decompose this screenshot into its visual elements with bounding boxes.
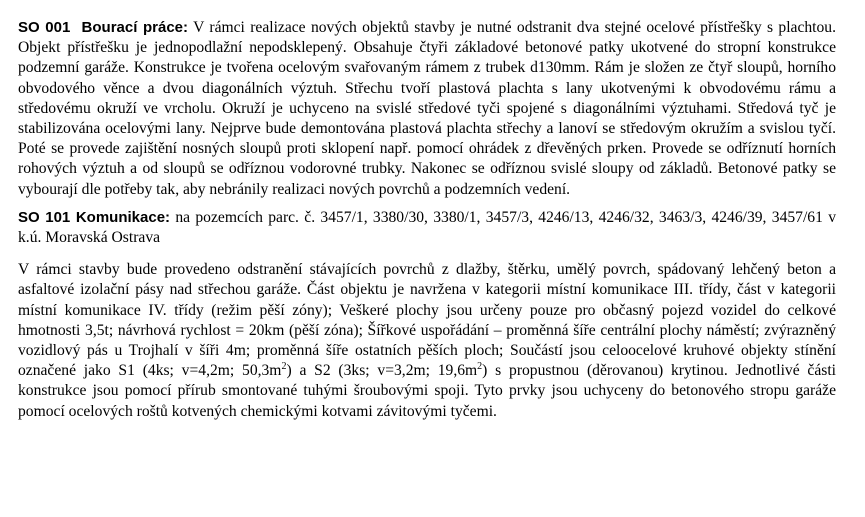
- heading-so001-code: SO 001: [18, 19, 71, 36]
- document-page: [18, 18, 836, 422]
- so001-text: V rámci realizace nových objektů stavby je nutné odstranit dva stejné ocelové přístřešky s plachtou. Objekt přístřešku je jednopodlažní nepodsklepený. Obsahuje čtyři základové betonové patky ukotvené do stropní konstrukce podzemní garáže. Konstrukce je tvořena ocelovým svařovaným rámem z trubek d130mm. Rám je složen ze čtyř sloupů, horního obvodového věnce a dvou diagonálních výztuh. Střechu tvoří plastová plachta s lany ukotvenými k obvodovému rámu a středovému okruží ve vrcholu. Okruží je uchyceno na svislé středové tyči spojené s diagonálními výztuhami. Středová tyč je stabilizována ocelovými lany. Nejprve bude demontována plastová plachta střechy a lanoví se středovým okružím a svislou tyčí. Poté se provede zajištění nosných sloupů proti sklopení např. pomocí ohrádek z dřevěných prken. Provede se odříznutí horních rohových výztuh a od sloupů se odříznou vodorovné trubky. Nakonec se odříznou svislé sloupy od základů. Betonové patky se vybourají dle potřeby tak, aby nebránily realizaci nových povrchů a podzemních vedení.: [18, 19, 837, 198]
- superscript-b: 2: [477, 361, 483, 373]
- heading-so001-title: Bourací práce:: [81, 19, 189, 36]
- so101-body-part-b: ) a S2 (3ks; v=3,2m; 19,6m: [286, 362, 478, 380]
- paragraph-so001: [18, 18, 836, 200]
- superscript-a: 2: [281, 361, 287, 373]
- so101-body-part-a: V rámci stavby bude provedeno odstranění stávajících povrchů z dlažby, štěrku, umělý povrch, spádovaný lehčený beton a asfaltové izolační pásy nad střechou garáže. Část objektu je navržena v kategorii místní komunikace III. třídy, část v kategorii místní komunikace IV. třídy (režim pěší zóny); Veškeré plochy jsou určeny pouze pro občasný pojezd vozidel do celkové hmotnosti 3,5t; návrhová rychlost = 20km (pěší zóna); Šířkové uspořádání – proměnná šíře centrální plochy náměstí; zvýrazněný vozidlový pás u Trojhalí v šíři 4m; proměnná šíře ostatních pěších ploch; Součástí jsou celoocelové kruhové objekty stínění označené jako S1 (4ks; v=4,2m; 50,3m: [18, 261, 836, 380]
- so101-body-part-c: ) s propustnou (děrovanou) krytinou. Jednotlivé části konstrukce jsou pomocí přírub smontované tuhými šroubovými spoji. Tyto prvky jsou uchyceny do betonového stropu garáže pomocí ocelových roštů kotvených chemickými kotvami závitovými tyčemi.: [18, 362, 836, 420]
- heading-so101-title: SO 101 Komunikace:: [18, 208, 171, 226]
- paragraph-so101-heading: [18, 208, 836, 248]
- so101-parcels-text: na pozemcích parc. č. 3457/1, 3380/30, 3380/1, 3457/3, 4246/13, 4246/32, 3463/3, 4246/39, 3457/61 v k.ú. Moravská Ostrava: [18, 208, 836, 247]
- paragraph-so101-body: [18, 260, 836, 422]
